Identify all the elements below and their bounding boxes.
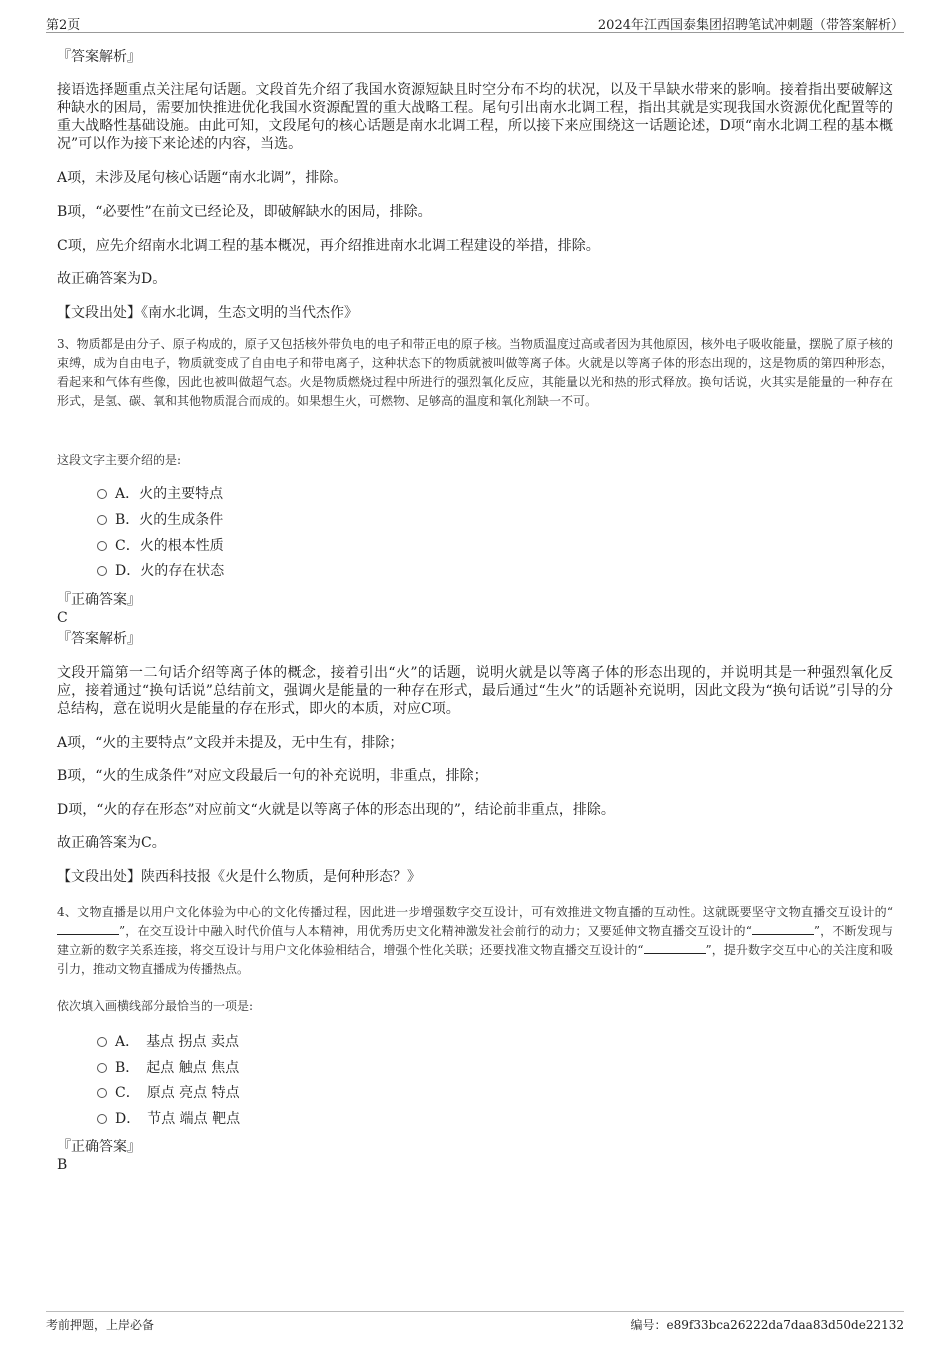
blank-2 [752,922,814,935]
q3-prompt: 这段文字主要介绍的是: [57,453,182,467]
q2-analysis: 接语选择题重点关注尾句话题。文段首先介绍了我国水资源短缺且时空分布不均的状况，以及干旱缺水带来的影响。接着指出要破解这种缺水的困局，需要加快推进优化我国水资源配置的重大战略工程。尾句引出南水北调工程，指出其就是实现我国水资源优化配置等的重大战略性基础设施。由此可知，文段尾句的核心话题是南水北调工程，所以接下来应围绕这一话题论述，D项“南水北调工程的基本概况”可以作为接下来论述的内容，当选。 [57,82,893,152]
q3-analysis-label: 『答案解析』 [57,631,141,647]
q3-option-c[interactable]: C．火的根本性质 [97,537,224,555]
q3-line-a: A项，“火的主要特点”文段并未提及，无中生有，排除； [57,735,404,751]
blank-3 [644,941,706,954]
q2-conclusion: 故正确答案为D。 [57,271,167,287]
q4-answer: B [57,1157,68,1173]
q3-conclusion: 故正确答案为C。 [57,835,166,851]
q3-option-a[interactable]: A．火的主要特点 [97,485,223,503]
q4-option-d[interactable]: D． 节点 端点 靶点 [97,1110,240,1128]
radio-icon[interactable] [97,1037,107,1047]
document-id: 编号：e89f33bca26222da7daa83d50de22132 [630,1318,904,1332]
q4-answer-label: 『正确答案』 [57,1139,141,1155]
page-number: 第2页 [46,18,81,33]
footer-slogan: 考前押题，上岸必备 [46,1318,155,1332]
q4-prompt: 依次填入画横线部分最恰当的一项是: [57,999,254,1013]
q3-line-d: D项，“火的存在形态”对应前文“火就是以等离子体的形态出现的”，结论前非重点，排除。 [57,802,615,818]
q3-line-b: B项，“火的生成条件”对应文段最后一句的补充说明，非重点，排除； [57,768,488,784]
q2-line-b: B项，“必要性”在前文已经论及，即破解缺水的困局，排除。 [57,204,432,220]
q4-option-b[interactable]: B． 起点 触点 焦点 [97,1059,239,1077]
radio-icon[interactable] [97,1088,107,1098]
q2-line-a: A项，未涉及尾句核心话题“南水北调”，排除。 [57,170,348,186]
q3-text: 3、物质都是由分子、原子构成的，原子又包括核外带负电的电子和带正电的原子核。当物质温度过高或者因为其他原因，核外电子吸收能量，摆脱了原子核的束缚，成为自由电子，物质就变成了自由电子和带电离子，这种状态下的物质就被叫做等离子体。火就是以等离子体的形态出现的，这是物质的第四种形态，看起来和气体有些像，因此也被叫做超气态。火是物质燃烧过程中所进行的强烈氧化反应，其能量以光和热的形式释放。换句话说，火其实是能量的一种存在形式，是氢、碳、氧和其他物质混合而成的。如果想生火，可燃物、足够高的温度和氧化剂缺一不可。 [57,337,893,408]
radio-icon[interactable] [97,515,107,525]
q3-analysis: 文段开篇第一二句话介绍等离子体的概念，接着引出“火”的话题，说明火就是以等离子体的形态出现的，并说明其是一种强烈氧化反应，接着通过“换句话说”总结前文，强调火是能量的一种存在形式，最后通过“生火”的话题补充说明，因此文段为“换句话说”引导的分总结构，意在说明火是能量的存在形式，即火的本质，对应C项。 [57,665,893,717]
radio-icon[interactable] [97,489,107,499]
radio-icon[interactable] [97,566,107,576]
q4-option-a[interactable]: A． 基点 拐点 卖点 [97,1033,239,1051]
document-title: 2024年江西国泰集团招聘笔试冲刺题（带答案解析） [597,18,904,33]
q3-answer-label: 『正确答案』 [57,592,141,608]
q3-answer: C [57,610,68,626]
q3-option-b[interactable]: B．火的生成条件 [97,511,223,529]
q2-line-c: C项，应先介绍南水北调工程的基本概况，再介绍推进南水北调工程建设的举措，排除。 [57,238,600,254]
q4-text: 4、文物直播是以用户文化体验为中心的文化传播过程，因此进一步增强数字交互设计，可有效推进文物直播的互动性。这就既要坚守文物直播交互设计的“”，在交互设计中融入时代价值与人本精神，用优秀历史文化精神激发社会前行的动力；又要延伸文物直播交互设计的“ ”，不断发现与建立新的数字关系连接，将交互设计与用户文化体验相结合，增强个性化关联；还要找准文物直播交互设计的“ ”，提升数字交互中心的关注度和吸引力，推动文物直播成为传播热点。 [57,905,894,976]
q2-analysis-label: 『答案解析』 [57,49,141,65]
q3-source: 【文段出处】陕西科技报《火是什么物质，是何种形态？》 [57,869,421,885]
page-footer [46,1311,904,1332]
radio-icon[interactable] [97,1114,107,1124]
radio-icon[interactable] [97,1063,107,1073]
radio-icon[interactable] [97,541,107,551]
q2-source: 【文段出处】《南水北调，生态文明的当代杰作》 [57,305,358,321]
q3-option-d[interactable]: D．火的存在状态 [97,562,224,580]
page-header [46,10,904,33]
q4-option-c[interactable]: C． 原点 亮点 特点 [97,1084,240,1102]
blank-1 [57,922,119,935]
